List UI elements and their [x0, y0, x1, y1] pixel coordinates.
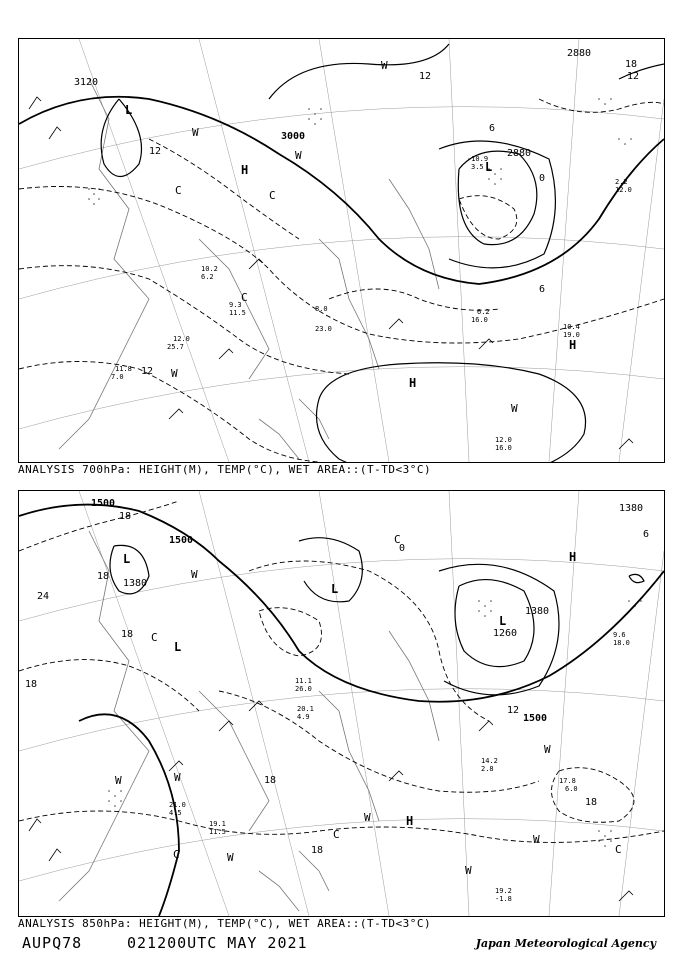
low-center: L — [331, 582, 339, 596]
station-dewpoint-depression: 25.7 — [167, 343, 184, 351]
station-plots — [111, 155, 632, 452]
station-dewpoint-depression: 11.5 — [229, 309, 246, 317]
wind-barbs — [29, 701, 633, 901]
height-label: 1380 — [525, 606, 550, 617]
station-dewpoint-depression: 7.0 — [111, 373, 124, 381]
temp-label: 18 — [121, 629, 134, 640]
height-label: 1500 — [169, 535, 194, 546]
warm-center: W — [544, 743, 551, 756]
height-label: 1500 — [91, 498, 116, 509]
station-temp: 10.2 — [201, 265, 218, 273]
wet-area-dots — [88, 98, 632, 205]
station-dewpoint-depression: 6.0 — [565, 785, 578, 793]
cold-center: C — [333, 828, 340, 841]
warm-center: W — [115, 774, 122, 787]
height-label: 2880 — [507, 148, 532, 159]
station-dewpoint-depression: 12.0 — [615, 186, 632, 194]
temp-label: 0 — [539, 173, 546, 184]
panel-caption-850hpa: ANALYSIS 850hPa: HEIGHT(M), TEMP(°C), WET AREA::(T-TD<3°C) — [18, 917, 432, 930]
station-dewpoint-depression: 26.0 — [295, 685, 312, 693]
cold-center: C — [241, 291, 248, 304]
station-temp: 8.0 — [315, 305, 328, 313]
warm-center: W — [465, 864, 472, 877]
station-dewpoint-depression: -1.8 — [495, 895, 512, 903]
station-dewpoint-depression: 3.5 — [471, 163, 484, 171]
station-dewpoint-depression: 18.0 — [613, 639, 630, 647]
station-plots — [169, 631, 630, 903]
map-850hpa-svg — [19, 491, 664, 916]
station-dewpoint-depression: 2.8 — [481, 765, 494, 773]
warm-center: W — [192, 126, 199, 139]
temp-label: 12 — [419, 71, 432, 82]
low-center: L — [125, 103, 133, 117]
temp-label: 18 — [585, 797, 598, 808]
agency-credit: Japan Meteorological Agency — [475, 937, 656, 950]
warm-center: W — [174, 771, 181, 784]
station-dewpoint-depression: 4.9 — [297, 713, 310, 721]
height-label: 3000 — [281, 131, 306, 142]
temp-label: 18 — [264, 775, 277, 786]
temp-label: 18 — [25, 679, 38, 690]
warm-center: W — [511, 402, 518, 415]
station-temp: 9.6 — [613, 631, 626, 639]
height-contours — [19, 505, 664, 916]
station-temp: 19.2 — [495, 887, 512, 895]
warm-center: W — [191, 568, 198, 581]
low-center: L — [499, 614, 507, 628]
temp-label: 12 — [141, 366, 154, 377]
cold-center: C — [615, 843, 622, 856]
graticule — [19, 491, 664, 916]
product-code: AUPQ78 — [22, 934, 83, 952]
station-temp: 6.2 — [477, 308, 490, 316]
temp-label: 24 — [37, 591, 50, 602]
warm-center: W — [171, 367, 178, 380]
panel-caption-700hpa: ANALYSIS 700hPa: HEIGHT(M), TEMP(°C), WET AREA::(T-TD<3°C) — [18, 463, 432, 476]
high-center: H — [409, 376, 417, 390]
low-center: L — [123, 552, 131, 566]
temp-label: 18 — [97, 571, 110, 582]
high-center: H — [241, 163, 249, 177]
station-dewpoint-depression: 6.2 — [201, 273, 214, 281]
high-center: H — [406, 814, 414, 828]
station-dewpoint-depression: 4.5 — [169, 809, 182, 817]
station-dewpoint-depression: 19.0 — [563, 331, 580, 339]
isotherms — [19, 99, 664, 462]
cold-center: C — [151, 631, 158, 644]
height-label: 3120 — [74, 77, 99, 88]
warm-center: W — [227, 851, 234, 864]
cold-center: C — [269, 189, 276, 202]
temp-label: 18 — [311, 845, 324, 856]
station-temp: 10.4 — [563, 323, 580, 331]
warm-center: W — [364, 811, 371, 824]
temp-label: 12 — [627, 71, 640, 82]
temp-label: 12 — [507, 705, 520, 716]
valid-time: 021200UTC MAY 2021 — [127, 934, 308, 952]
height-label: 1260 — [493, 628, 518, 639]
station-temp: 2.2 — [615, 178, 628, 186]
warm-center: W — [533, 833, 540, 846]
station-temp: 11.8 — [115, 365, 132, 373]
chart-footer — [22, 934, 662, 956]
warm-center: W — [381, 59, 388, 72]
wind-barbs — [29, 97, 633, 449]
temp-label: 0 — [399, 543, 406, 554]
temp-label: 18 — [119, 511, 132, 522]
station-temp: 12.0 — [173, 335, 190, 343]
height-label: 1380 — [619, 503, 644, 514]
station-temp: 20.1 — [297, 705, 314, 713]
temp-label: 6 — [489, 123, 496, 134]
station-temp: -10.9 — [467, 155, 489, 163]
low-center: L — [485, 160, 493, 174]
station-temp: 12.0 — [495, 436, 512, 444]
station-dewpoint-depression: 16.0 — [495, 444, 512, 452]
temp-label: 18 — [625, 59, 638, 70]
height-label: 2880 — [567, 48, 592, 59]
station-dewpoint-depression: 23.0 — [315, 325, 332, 333]
station-dewpoint-depression: 11.5 — [209, 828, 226, 836]
station-temp: 21.0 — [169, 801, 186, 809]
warm-center: W — [295, 149, 302, 162]
temp-label: 12 — [149, 146, 162, 157]
temp-label: 6 — [643, 529, 650, 540]
height-label: 1500 — [523, 713, 548, 724]
station-temp: 14.2 — [481, 757, 498, 765]
height-label: 1380 — [123, 578, 148, 589]
cold-center: C — [175, 184, 182, 197]
cold-center: C — [173, 848, 180, 861]
high-center: H — [569, 338, 577, 352]
station-temp: 17.8 — [559, 777, 576, 785]
low-center: L — [174, 640, 182, 654]
temp-label: 6 — [539, 284, 546, 295]
station-dewpoint-depression: 16.0 — [471, 316, 488, 324]
map-panel-850hpa — [18, 490, 665, 917]
cold-center: C — [394, 533, 401, 546]
map-panel-700hpa — [18, 38, 665, 463]
map-700hpa-svg — [19, 39, 664, 462]
station-temp: 19.1 — [209, 820, 226, 828]
station-temp: 11.1 — [295, 677, 312, 685]
high-center: H — [569, 550, 577, 564]
station-temp: 9.3 — [229, 301, 242, 309]
